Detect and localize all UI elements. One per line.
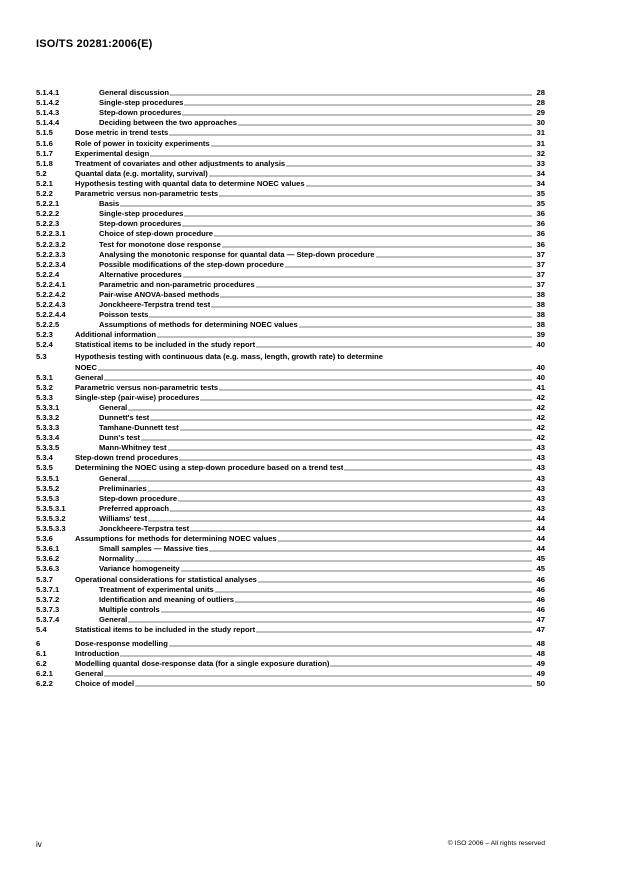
toc-entry-title: Role of power in toxicity experiments (75, 138, 210, 148)
toc-entry[interactable] (36, 310, 545, 320)
toc-entry-title: Step-down procedures (99, 108, 182, 118)
toc-entry-title: Deciding between the two approaches (99, 118, 237, 128)
toc-entry-number: 5.1.4.2 (36, 98, 60, 108)
toc-entry-number: 5.2.2.5 (36, 320, 60, 330)
toc-entry-title: General (99, 473, 128, 483)
toc-entry-number: 6.2.1 (36, 669, 53, 679)
toc-entry[interactable] (36, 544, 545, 554)
toc-entry[interactable] (36, 574, 545, 584)
toc-entry[interactable] (36, 138, 545, 148)
toc-entry-title: General discussion (99, 88, 170, 98)
toc-entry-page: 47 (536, 614, 545, 624)
toc-entry-number: 6.1 (36, 649, 47, 659)
toc-entry-page: 41 (536, 382, 545, 392)
toc-entry[interactable] (36, 524, 545, 534)
toc-entry[interactable] (36, 423, 545, 433)
toc-entry-title: Possible modifications of the step-down procedure (99, 259, 284, 269)
toc-dot-leader (220, 296, 532, 298)
toc-entry-title: Assumptions of methods for determining NOEC values (99, 320, 298, 330)
toc-dot-leader (120, 205, 532, 207)
toc-entry-page: 35 (536, 199, 545, 209)
toc-entry-page: 42 (536, 423, 545, 433)
toc-entry-page: 40 (536, 362, 545, 372)
toc-entry-page: 31 (536, 138, 545, 148)
toc-entry-page: 37 (536, 269, 545, 279)
toc-entry-number: 5.2.2.4.4 (36, 310, 66, 320)
toc-entry-number: 5.1.7 (36, 148, 53, 158)
toc-entry-title: NOEC (75, 362, 97, 372)
toc-entry[interactable] (36, 250, 545, 260)
toc-entry-page: 42 (536, 402, 545, 412)
toc-entry-number: 5.3.7 (36, 574, 53, 584)
toc-entry-page: 43 (536, 463, 545, 473)
toc-entry-title: Choice of model (75, 679, 135, 689)
toc-entry-page: 28 (536, 98, 545, 108)
toc-entry-title: Parametric versus non-parametric tests (75, 189, 219, 199)
toc-dot-leader (256, 286, 532, 288)
toc-entry[interactable] (36, 373, 545, 383)
toc-dot-leader (219, 195, 532, 197)
toc-entry[interactable] (36, 270, 545, 280)
toc-entry-number: 5.2.4 (36, 340, 53, 350)
toc-entry[interactable] (36, 534, 545, 544)
toc-entry-number: 5.3.5.3.3 (36, 524, 66, 534)
toc-dot-leader (235, 601, 532, 603)
toc-entry[interactable] (36, 463, 545, 473)
toc-entry-title: Treatment of experimental units (99, 584, 214, 594)
toc-entry-title: Single-step procedures (99, 98, 184, 108)
toc-entry-number: 5.2.2.4.2 (36, 289, 66, 299)
toc-entry-number: 5.3.2 (36, 382, 53, 392)
toc-entry[interactable] (36, 219, 545, 229)
toc-dot-leader (209, 550, 532, 552)
toc-dot-leader (128, 621, 532, 623)
toc-entry-page: 36 (536, 219, 545, 229)
toc-entry-page: 36 (536, 209, 545, 219)
toc-entry-title: Williams' test (99, 513, 148, 523)
toc-entry-number: 5.3.5.3 (36, 493, 60, 503)
toc-entry-title: Assumptions for methods for determining NOEC values (75, 534, 277, 544)
toc-entry-title: Hypothesis testing with quantal data to determine NOEC values (75, 178, 305, 188)
toc-entry-number: 5.2.2 (36, 189, 53, 199)
toc-entry-page: 40 (536, 340, 545, 350)
toc-entry[interactable] (36, 239, 545, 249)
toc-entry-page: 43 (536, 443, 545, 453)
toc-entry-title: Step-down trend procedures (75, 453, 179, 463)
toc-entry-number: 5.3.3.2 (36, 413, 60, 422)
toc-entry-number: 5.3.5.2 (36, 483, 60, 493)
toc-entry-title: Choice of step-down procedure (99, 229, 213, 239)
toc-entry[interactable] (36, 669, 545, 679)
toc-entry-title: Test for monotone dose response (99, 239, 221, 249)
toc-entry[interactable] (36, 159, 545, 169)
toc-entry[interactable] (36, 453, 545, 463)
toc-entry[interactable] (36, 484, 545, 494)
toc-entry-title: Normality (99, 554, 135, 564)
toc-entry[interactable] (36, 149, 545, 159)
toc-entry[interactable] (36, 403, 545, 413)
toc-entry[interactable] (36, 605, 545, 615)
toc-entry-number: 5.2.2.2 (36, 209, 60, 219)
table-of-contents (36, 88, 545, 689)
toc-entry-page: 34 (536, 168, 545, 178)
toc-dot-leader (120, 655, 532, 657)
toc-entry[interactable] (36, 649, 545, 659)
toc-entry-number: 5.3.4 (36, 453, 53, 463)
toc-dot-leader (128, 409, 532, 411)
toc-entry-number: 5.2.2.1 (36, 199, 60, 209)
toc-dot-leader (170, 510, 532, 512)
toc-entry[interactable] (36, 290, 545, 300)
toc-dot-leader (161, 611, 532, 613)
toc-entry-page: 50 (536, 679, 545, 689)
toc-entry-number: 5.2.2.4.1 (36, 279, 66, 289)
toc-entry-page: 42 (536, 413, 545, 422)
toc-entry-number: 5.2 (36, 168, 47, 178)
toc-dot-leader (184, 104, 532, 106)
toc-entry[interactable] (36, 209, 545, 219)
toc-entry-title: Alternative procedures (99, 269, 182, 279)
toc-entry-title: Dose-response modelling (75, 639, 168, 649)
toc-entry[interactable] (36, 98, 545, 108)
toc-entry-page: 37 (536, 259, 545, 269)
toc-entry-title: Modelling quantal dose-response data (for a single exposure duration) (75, 659, 330, 669)
toc-dot-leader (238, 124, 532, 126)
document-id: ISO/TS 20281:2006(E) (36, 38, 153, 50)
toc-entry[interactable] (36, 504, 545, 514)
toc-entry-title: Statistical items to be included in the study report (75, 624, 256, 634)
toc-entry[interactable] (36, 615, 545, 625)
toc-dot-leader (148, 520, 532, 522)
toc-entry-page: 42 (536, 392, 545, 402)
toc-entry-number: 5.3.6.3 (36, 564, 60, 574)
toc-entry[interactable] (36, 443, 545, 453)
toc-entry[interactable] (36, 362, 545, 372)
toc-entry[interactable] (36, 514, 545, 524)
toc-entry-title: Parametric versus non-parametric tests (75, 382, 219, 392)
toc-entry-number: 5.2.2.4 (36, 269, 60, 279)
toc-dot-leader (135, 685, 532, 687)
toc-dot-leader (104, 675, 532, 677)
toc-entry-title: Single-step (pair-wise) procedures (75, 392, 200, 402)
toc-entry[interactable] (36, 433, 545, 443)
toc-entry-page: 33 (536, 158, 545, 168)
toc-dot-leader (285, 266, 532, 268)
toc-entry-title: Basis (99, 199, 120, 209)
toc-entry-page: 49 (536, 659, 545, 669)
toc-dot-leader (256, 346, 532, 348)
toc-entry[interactable] (36, 199, 545, 209)
toc-entry-page: 49 (536, 669, 545, 679)
toc-entry-title: Preferred approach (99, 503, 170, 513)
toc-entry-number: 5.2.3 (36, 330, 53, 340)
toc-entry[interactable] (36, 659, 545, 669)
toc-entry[interactable] (36, 118, 545, 128)
toc-entry-title: Variance homogeneity (99, 564, 180, 574)
toc-dot-leader (98, 369, 532, 371)
toc-entry-title: Dose metric in trend tests (75, 128, 169, 138)
toc-entry-number: 5.3.3.1 (36, 402, 60, 412)
toc-dot-leader (168, 449, 533, 451)
toc-dot-leader (215, 591, 532, 593)
toc-entry-title: Analysing the monotonic response for quantal data — Step-down procedure (99, 249, 375, 259)
toc-entry-number: 5.1.4.3 (36, 108, 60, 118)
toc-entry-title: Small samples — Massive ties (99, 544, 209, 554)
toc-entry[interactable] (36, 625, 545, 635)
toc-entry-title: Introduction (75, 649, 120, 659)
toc-entry[interactable] (36, 300, 545, 310)
toc-entry-title: Determining the NOEC using a step-down procedure based on a trend test (75, 463, 344, 473)
toc-dot-leader (135, 560, 532, 562)
toc-entry-number: 5.3.5.1 (36, 473, 60, 483)
toc-entry-title: General (75, 372, 104, 382)
toc-entry[interactable] (36, 320, 545, 330)
toc-entry-title: General (75, 669, 104, 679)
toc-entry-page: 43 (536, 483, 545, 493)
toc-dot-leader (184, 215, 532, 217)
toc-entry-title: Step-down procedures (99, 219, 182, 229)
toc-entry-title: Multiple controls (99, 604, 160, 614)
toc-dot-leader (181, 570, 532, 572)
toc-entry-page: 36 (536, 239, 545, 249)
toc-dot-leader (190, 530, 532, 532)
toc-entry-title: Treatment of covariates and other adjustments to analysis (75, 158, 286, 168)
toc-dot-leader (182, 225, 532, 227)
toc-entry-page: 37 (536, 249, 545, 259)
toc-entry[interactable] (36, 585, 545, 595)
toc-entry-title: Operational considerations for statistical analyses (75, 574, 257, 584)
copyright-notice: © ISO 2006 – All rights reserved (447, 840, 545, 847)
toc-entry-title: Pair-wise ANOVA-based methods (99, 289, 220, 299)
toc-entry-page: 29 (536, 108, 545, 118)
toc-entry[interactable] (36, 108, 545, 118)
toc-entry-number: 5.4 (36, 624, 47, 634)
toc-dot-leader (306, 185, 532, 187)
toc-dot-leader (200, 399, 532, 401)
toc-entry-page: 46 (536, 574, 545, 584)
toc-entry[interactable] (36, 229, 545, 239)
toc-entry-page: 30 (536, 118, 545, 128)
toc-entry-page: 37 (536, 279, 545, 289)
toc-entry[interactable] (36, 679, 545, 689)
toc-entry-number: 5.2.2.3.1 (36, 229, 66, 239)
toc-dot-leader (278, 540, 532, 542)
toc-entry-number: 6 (36, 639, 41, 649)
toc-entry-page: 45 (536, 564, 545, 574)
toc-entry-number: 5.1.6 (36, 138, 53, 148)
toc-entry[interactable] (36, 340, 545, 350)
toc-entry-page: 43 (536, 473, 545, 483)
toc-dot-leader (178, 500, 532, 502)
toc-entry-number: 5.2.2.3.3 (36, 249, 66, 259)
toc-dot-leader (182, 114, 532, 116)
toc-entry[interactable] (36, 260, 545, 270)
toc-entry-title: Mann-Whitney test (99, 443, 167, 453)
toc-entry-page: 44 (536, 513, 545, 523)
toc-dot-leader (258, 581, 532, 583)
toc-entry-number: 5.2.2.3.4 (36, 259, 66, 269)
toc-entry-page: 40 (536, 372, 545, 382)
toc-entry-page: 46 (536, 604, 545, 614)
toc-dot-leader (128, 480, 532, 482)
toc-entry-number: 5.3.3.3 (36, 423, 60, 433)
toc-dot-leader (330, 665, 532, 667)
toc-entry-number: 5.2.1 (36, 178, 53, 188)
toc-entry-title: Tamhane-Dunnett test (99, 423, 179, 433)
toc-entry-page: 43 (536, 493, 545, 503)
toc-dot-leader (209, 175, 532, 177)
toc-entry-number: 5.3.7.4 (36, 614, 60, 624)
toc-entry-page: 39 (536, 330, 545, 340)
toc-entry[interactable] (36, 350, 545, 362)
toc-entry-number: 5.1.4.4 (36, 118, 60, 128)
toc-entry-page: 38 (536, 300, 545, 310)
toc-entry[interactable] (36, 330, 545, 340)
toc-entry[interactable] (36, 595, 545, 605)
toc-entry-page: 44 (536, 524, 545, 534)
toc-dot-leader (104, 379, 532, 381)
toc-entry-page: 48 (536, 639, 545, 649)
toc-dot-leader (211, 145, 532, 147)
toc-dot-leader (183, 276, 532, 278)
toc-entry-number: 5.3.7.3 (36, 604, 60, 614)
toc-entry-number: 5.3.6.2 (36, 554, 60, 564)
toc-entry-page: 28 (536, 88, 545, 98)
toc-entry[interactable] (36, 413, 545, 423)
toc-dot-leader (376, 256, 532, 258)
toc-entry-number: 6.2 (36, 659, 47, 669)
toc-dot-leader (150, 419, 532, 421)
toc-entry-page: 44 (536, 534, 545, 544)
toc-entry-page: 48 (536, 649, 545, 659)
toc-entry[interactable] (36, 179, 545, 189)
toc-entry-title: Parametric and non-parametric procedures (99, 279, 255, 289)
toc-dot-leader (214, 235, 532, 237)
toc-entry-number: 5.3.3 (36, 392, 53, 402)
toc-entry-number: 5.1.5 (36, 128, 53, 138)
toc-entry-title: Quantal data (e.g. mortality, survival) (75, 168, 208, 178)
toc-entry-title: Statistical items to be included in the study report (75, 340, 256, 350)
toc-dot-leader (286, 165, 532, 167)
toc-entry[interactable] (36, 564, 545, 574)
toc-entry[interactable] (36, 494, 545, 504)
toc-entry-title: Jonckheere-Terpstra trend test (99, 300, 211, 310)
toc-dot-leader (157, 336, 532, 338)
toc-entry[interactable] (36, 169, 545, 179)
toc-entry-title: General (99, 402, 128, 412)
toc-dot-leader (222, 246, 532, 248)
toc-entry-page: 32 (536, 148, 545, 158)
toc-entry-title: Dunn's test (99, 433, 141, 443)
toc-entry-title: Poisson tests (99, 310, 149, 320)
toc-entry-page: 43 (536, 453, 545, 463)
toc-entry-title: Step-down procedure (99, 493, 178, 503)
toc-entry-number: 5.2.2.3 (36, 219, 60, 229)
toc-entry-number: 6.2.2 (36, 679, 53, 689)
toc-entry-number: 5.3.6.1 (36, 544, 60, 554)
toc-entry[interactable] (36, 128, 545, 138)
toc-dot-leader (169, 134, 532, 136)
toc-entry-number: 5.3 (36, 352, 47, 362)
toc-entry[interactable] (36, 554, 545, 564)
toc-entry[interactable] (36, 383, 545, 393)
toc-dot-leader (344, 469, 532, 471)
toc-entry-number: 5.2.2.4.3 (36, 300, 66, 310)
toc-entry-page: 44 (536, 544, 545, 554)
toc-dot-leader (211, 306, 532, 308)
toc-entry-page: 38 (536, 320, 545, 330)
toc-entry[interactable] (36, 88, 545, 98)
toc-entry-number: 5.1.8 (36, 158, 53, 168)
toc-entry-page: 43 (536, 503, 545, 513)
toc-entry-title: Preliminaries (99, 483, 147, 493)
page-number: iv (36, 840, 42, 849)
toc-entry-number: 5.3.6 (36, 534, 53, 544)
toc-entry-page: 42 (536, 433, 545, 443)
toc-entry-title: Dunnett's test (99, 413, 150, 422)
toc-entry[interactable] (36, 189, 545, 199)
toc-dot-leader (180, 429, 532, 431)
toc-entry-page: 35 (536, 189, 545, 199)
toc-dot-leader (219, 389, 532, 391)
toc-entry[interactable] (36, 280, 545, 290)
toc-entry-number: 5.1.4.1 (36, 88, 60, 98)
toc-entry-number: 5.3.1 (36, 372, 53, 382)
toc-entry[interactable] (36, 473, 545, 483)
toc-entry-title: General (99, 614, 128, 624)
toc-entry-page: 45 (536, 554, 545, 564)
toc-entry-number: 5.3.5.3.1 (36, 503, 66, 513)
toc-entry-title: Jonckheere-Terpstra test (99, 524, 190, 534)
toc-entry-number: 5.3.5.3.2 (36, 513, 66, 523)
toc-entry[interactable] (36, 393, 545, 403)
toc-entry-page: 36 (536, 229, 545, 239)
toc-entry-number: 5.3.7.2 (36, 594, 60, 604)
toc-dot-leader (299, 326, 532, 328)
toc-entry[interactable] (36, 639, 545, 649)
toc-entry-title: Identification and meaning of outliers (99, 594, 235, 604)
toc-entry-page: 34 (536, 178, 545, 188)
toc-dot-leader (179, 459, 532, 461)
toc-entry-number: 5.3.5 (36, 463, 53, 473)
toc-dot-leader (150, 155, 532, 157)
toc-dot-leader (149, 316, 532, 318)
toc-entry-page: 38 (536, 289, 545, 299)
toc-entry-title: Hypothesis testing with continuous data (e.g. mass, length, growth rate) to determine (75, 352, 383, 362)
toc-dot-leader (170, 94, 532, 96)
toc-entry-number: 5.2.2.3.2 (36, 239, 66, 249)
toc-dot-leader (141, 439, 532, 441)
toc-entry-page: 47 (536, 624, 545, 634)
toc-dot-leader (169, 645, 532, 647)
toc-entry-number: 5.3.3.5 (36, 443, 60, 453)
toc-dot-leader (148, 490, 532, 492)
toc-entry-page: 38 (536, 310, 545, 320)
toc-entry-page: 46 (536, 594, 545, 604)
toc-entry-title: Experimental design (75, 148, 150, 158)
toc-dot-leader (256, 631, 532, 633)
toc-entry-number: 5.3.7.1 (36, 584, 60, 594)
toc-entry-title: Additional information (75, 330, 156, 340)
toc-entry-page: 31 (536, 128, 545, 138)
toc-entry-page: 46 (536, 584, 545, 594)
toc-entry-title: Single-step procedures (99, 209, 184, 219)
toc-entry-number: 5.3.3.4 (36, 433, 60, 443)
